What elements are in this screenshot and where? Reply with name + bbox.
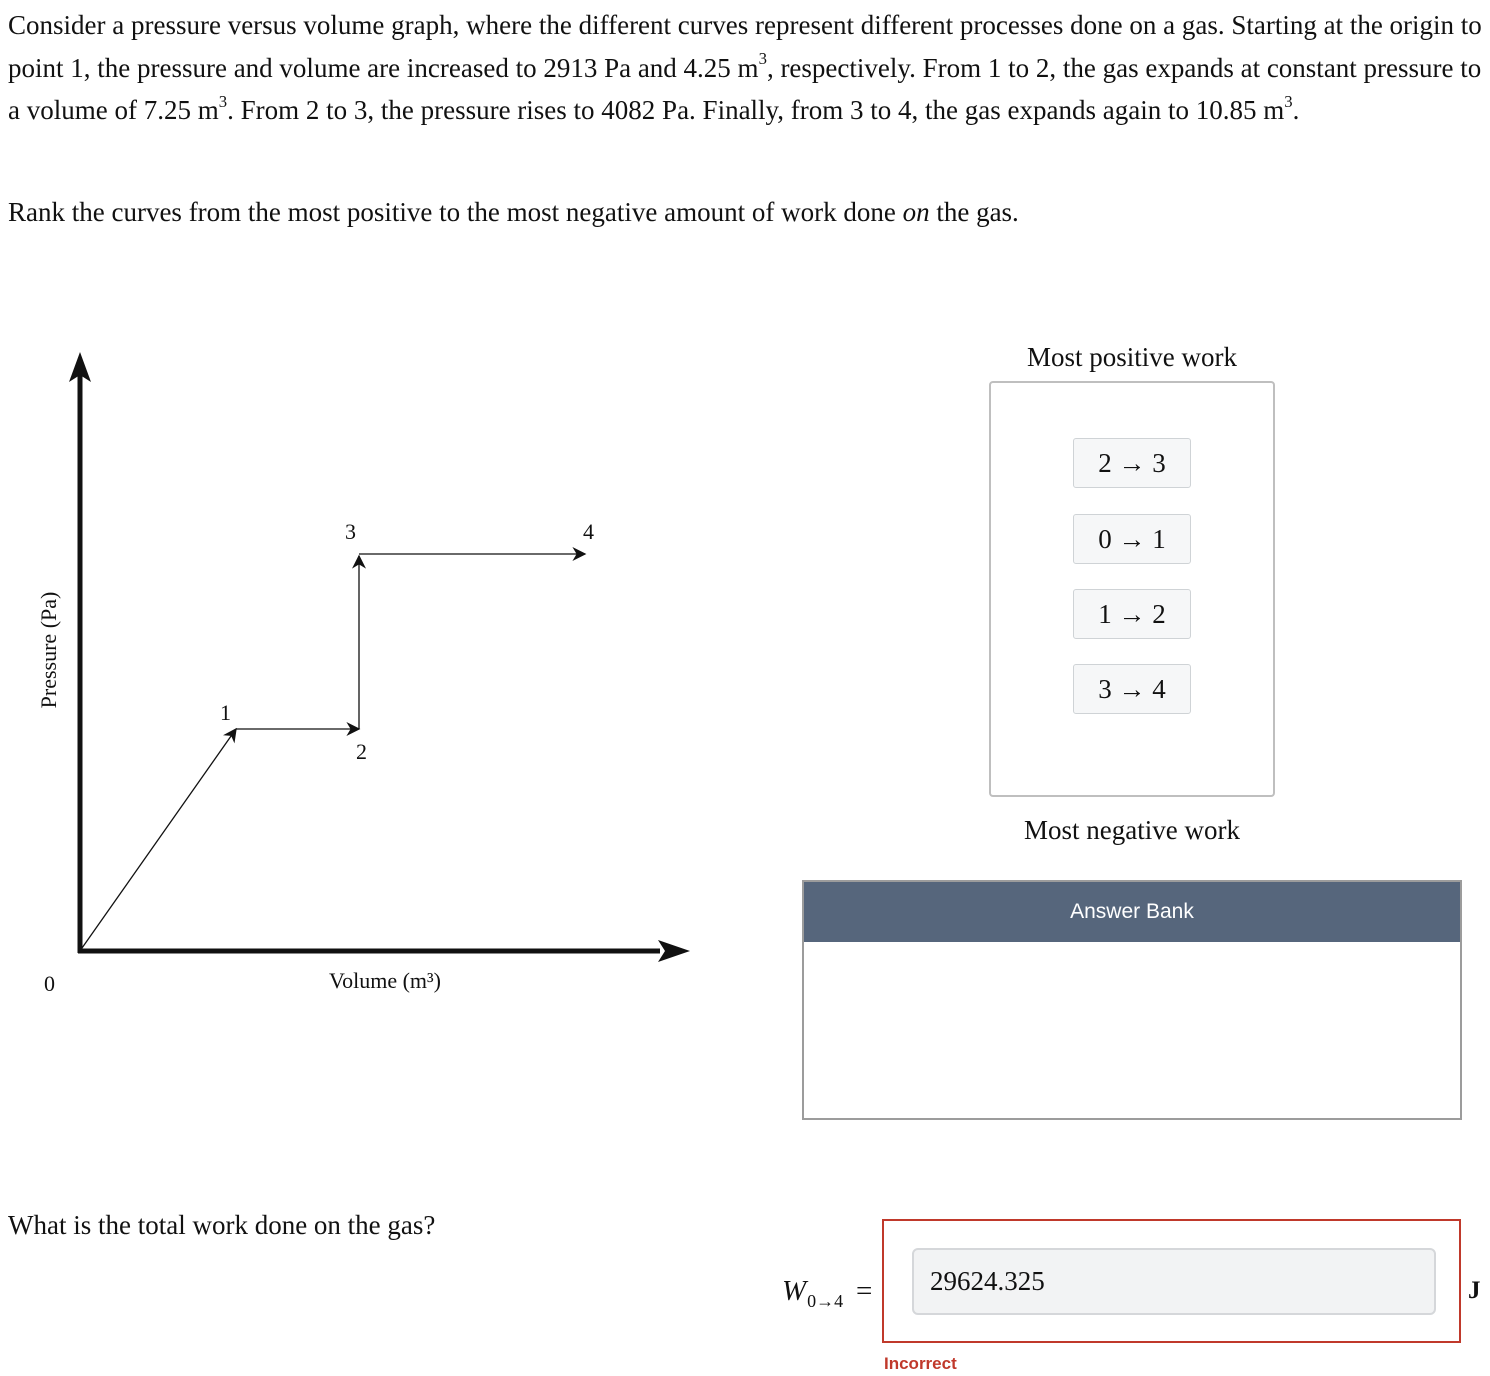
most-positive-label: Most positive work [1026,342,1237,372]
work-variable-subscript: 0→4 [807,1291,844,1311]
rank-item-0-1[interactable]: 0 → 1 [1073,514,1191,564]
total-work-question: What is the total work done on the gas? [8,1210,436,1240]
ranking-instruction [8,192,1019,232]
y-axis-label: Pressure (Pa) [36,591,61,709]
most-negative-label: Most negative work [1024,815,1240,845]
point-label-1: 1 [220,700,231,725]
rank-instr-post: the gas. [929,197,1019,227]
pv-graph [0,330,720,1020]
point-label-3: 3 [345,519,356,544]
exponent-2: 3 [218,91,228,111]
problem-text-1: Consider a pressure versus volume graph, where the different curves represent different processes done on a gas. Starting at the origin to point 1, the pressure and volume are increased to 2913 Pa and 4.25 m [8,10,1482,83]
work-variable [782,1275,844,1311]
rank-item-3-4[interactable]: 3 → 4 [1073,664,1191,714]
x-axis-arrowhead [658,940,690,962]
rank-item-1-2[interactable]: 1 → 2 [1073,589,1191,639]
rank-instr-emphasis: on [902,197,930,227]
problem-text-2: , respectively. From 1 to 2, the gas expands at constant pressure to a volume of 7.25 m [8,52,1482,125]
ranking-dropzone[interactable] [989,381,1275,797]
curve-0-1 [82,729,236,948]
point-label-2: 2 [356,739,367,764]
answer-status: Incorrect [884,1354,957,1373]
problem-text-3: . From 2 to 3, the pressure rises to 4082 Pa. Finally, from 3 to 4, the gas expands again to 10.85 m [227,95,1285,125]
origin-label: 0 [44,971,55,996]
x-axis-label: Volume (m³) [329,968,441,993]
answer-frame [882,1219,1461,1343]
problem-statement [8,4,1483,132]
rank-item-2-3[interactable]: 2 → 3 [1073,438,1191,488]
answer-bank[interactable] [802,880,1462,1120]
problem-text-4: . [1292,95,1300,125]
rank-instr-pre: Rank the curves from the most positive to the most negative amount of work done [8,197,903,227]
equals-sign: = [856,1275,873,1307]
total-work-input[interactable]: 29624.325 [912,1248,1436,1315]
exponent-1: 3 [758,49,767,68]
exponent-3: 3 [1284,91,1293,111]
answer-bank-title: Answer Bank [804,882,1460,942]
point-label-4: 4 [583,519,594,544]
unit-label: J [1468,1277,1481,1304]
work-variable-symbol: W [782,1275,807,1307]
